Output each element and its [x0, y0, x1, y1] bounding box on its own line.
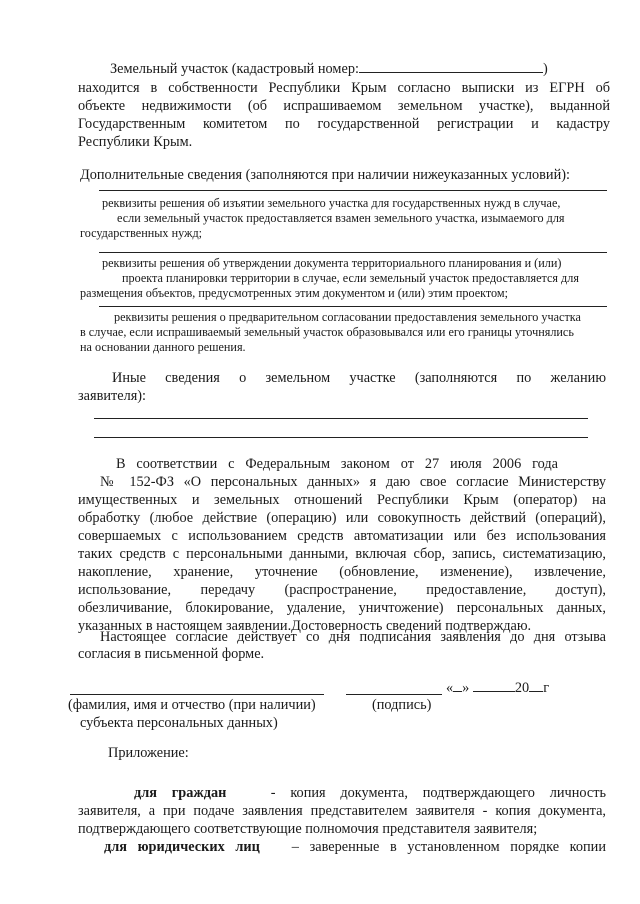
- consent-validity-l2: согласия в письменной форме.: [78, 646, 265, 662]
- consent-l10: указанных в настоящем заявлении.Достоверность сведений подтверждаю.: [78, 618, 532, 634]
- attachments-legal-l1: для юридических лиц – заверенные в установленном порядке копии: [104, 839, 606, 855]
- signature-field[interactable]: [346, 694, 442, 695]
- attachments-citizens-l2: заявителя, а при подаче заявления представителем заявителя - копия документа,: [78, 803, 606, 819]
- additional-item2-l2: проекта планировки территории в случае, если земельный участок предоставляется для: [122, 271, 579, 285]
- fio-label-l2: субъекта персональных данных): [80, 715, 278, 731]
- attachments-legal-label: для юридических лиц: [104, 839, 260, 855]
- attachments-citizens-label: для граждан: [134, 785, 227, 801]
- parcel-line-4: Государственным комитетом по государственной регистрации и кадастру: [78, 116, 610, 132]
- date-year-field[interactable]: [529, 680, 543, 692]
- attachments-citizens-l1: для граждан - копия документа, подтверждающего личность: [134, 785, 607, 801]
- parcel-line-1: Земельный участок (кадастровый номер: ): [110, 61, 548, 77]
- fio-field[interactable]: [70, 694, 324, 695]
- other-info-line-1[interactable]: [94, 418, 588, 419]
- parcel-line-2: находится в собственности Республики Крым согласно выписки из ЕГРН об: [78, 80, 610, 96]
- date-day-field[interactable]: [453, 680, 462, 692]
- consent-l5: совершаемых с использованием средств автоматизации или без использования: [78, 528, 606, 544]
- additional-item3-l3: на основании данного решения.: [80, 340, 246, 354]
- additional-item1-line[interactable]: [99, 190, 607, 191]
- consent-l9: обезличивание, блокирование, удаление, уничтожение) персональных данных,: [78, 600, 606, 616]
- other-info-l2: заявителя):: [78, 388, 147, 404]
- signature-label: (подпись): [372, 697, 432, 713]
- parcel-line-3: объекте недвижимости (об испрашиваемом земельном участке), выданной: [78, 98, 610, 114]
- additional-item3-line[interactable]: [99, 306, 607, 307]
- consent-l4: обработку (любое действие (операцию) или совокупность действий (операций),: [78, 510, 606, 526]
- additional-item3-l2: в случае, если испрашиваемый земельный участок образовывался или его границы уточнялись: [80, 325, 574, 339]
- consent-l8: использование, передачу (распространение, предоставление, доступ),: [78, 582, 606, 598]
- additional-item2-line[interactable]: [99, 252, 607, 253]
- additional-item3-l1: реквизиты решения о предварительном согласовании предоставления земельного участка: [114, 310, 581, 324]
- additional-item2-l1: реквизиты решения об утверждении документа территориального планирования и (или): [102, 256, 562, 270]
- consent-l1: В соответствии с Федеральным законом от 27 июля 2006 года: [116, 456, 558, 472]
- date-field[interactable]: « » 20 г: [446, 680, 550, 696]
- consent-l2: № 152-ФЗ «О персональных данных» я даю свое согласие Министерству: [100, 474, 606, 490]
- other-info-line-2[interactable]: [94, 437, 588, 438]
- cadastral-number-field[interactable]: [359, 60, 543, 73]
- date-month-field[interactable]: [473, 680, 515, 692]
- additional-heading: Дополнительные сведения (заполняются при наличии нижеуказанных условий):: [80, 167, 570, 183]
- parcel-line-5: Республики Крым.: [78, 134, 193, 150]
- other-info-l1: Иные сведения о земельном участке (заполняются по желанию: [112, 370, 606, 386]
- fio-label-l1: (фамилия, имя и отчество (при наличии): [68, 697, 316, 713]
- attachments-heading: Приложение:: [108, 745, 189, 761]
- additional-item2-l3: размещения объектов, предусмотренных этим документом и (или) этим проектом;: [80, 286, 508, 300]
- additional-item1-l1: реквизиты решения об изъятии земельного участка для государственных нужд в случае,: [102, 196, 561, 210]
- additional-item1-l2: если земельный участок предоставляется взамен земельного участка, изымаемого для: [117, 211, 565, 225]
- consent-l6: таких средств с персональными данными, включая сбор, запись, систематизацию,: [78, 546, 606, 562]
- consent-validity-l1: Настоящее согласие действует со дня подписания заявления до дня отзыва: [100, 629, 606, 645]
- additional-item1-l3: государственных нужд;: [80, 226, 203, 240]
- consent-l7: накопление, хранение, уточнение (обновление, изменение), извлечение,: [78, 564, 606, 580]
- attachments-citizens-l3: подтверждающего соответствующие полномочия представителя заявителя;: [78, 821, 538, 837]
- consent-l3: имущественных и земельных отношений Республики Крым (оператор) на: [78, 492, 606, 508]
